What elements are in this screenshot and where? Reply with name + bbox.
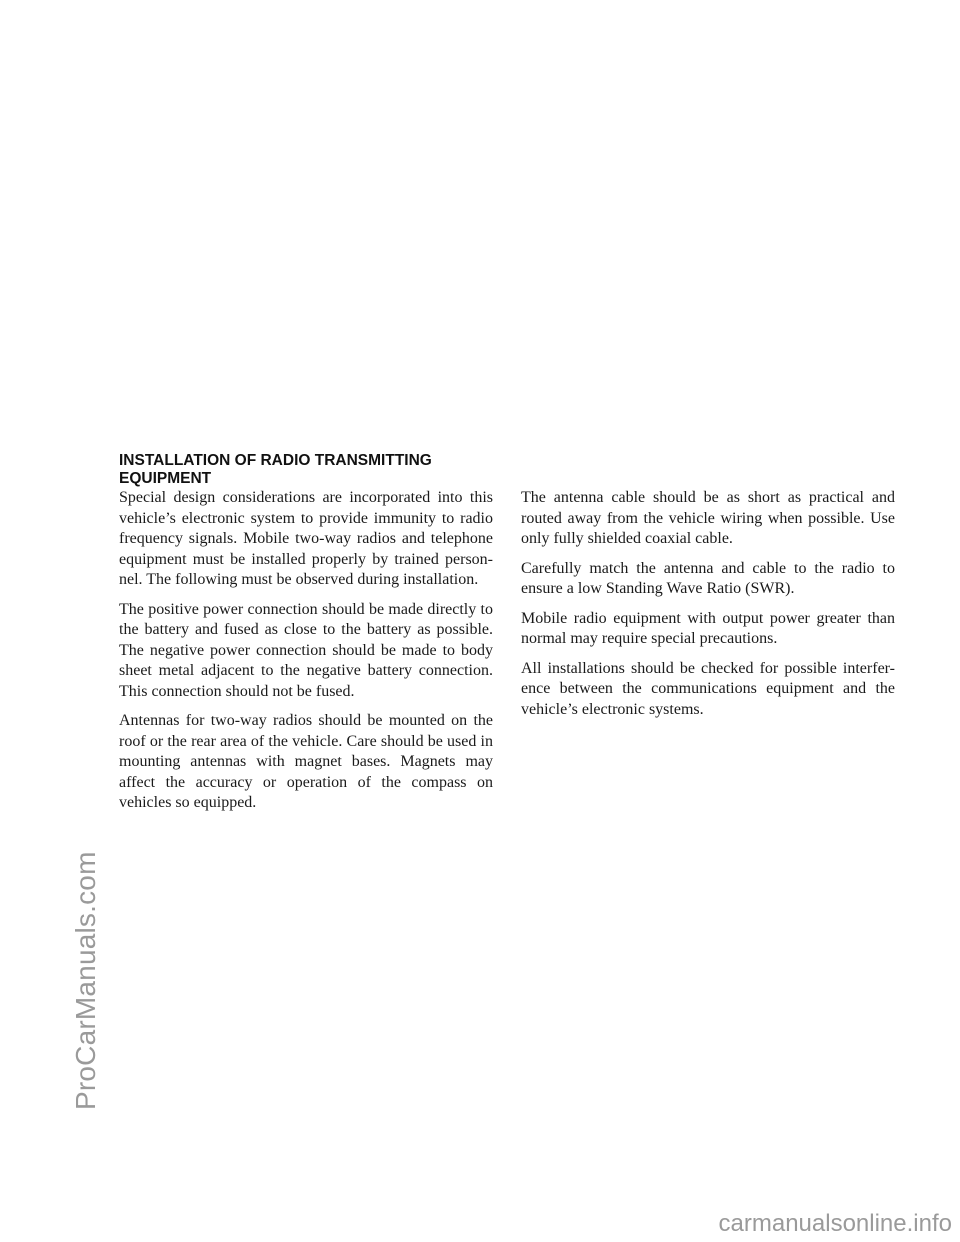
section-heading: [119, 452, 499, 488]
paragraph-antenna-cable: The antenna cable should be as short as practical and routed away from the vehicle wiring when possible. Use only fully shielded coaxial cable.: [521, 489, 895, 547]
footer-watermark: [0, 1210, 960, 1238]
left-column: [119, 488, 493, 823]
paragraph-interference-check: All installations should be checked for possible interfer-ence between the communications equipment and the vehicle’s electronic systems.: [521, 659, 895, 718]
section-heading-line2: EQUIPMENT: [119, 470, 212, 487]
paragraph-output-power: Mobile radio equipment with output power greater than normal may require special precautions.: [521, 609, 895, 647]
paragraph-swr: Carefully match the antenna and cable to the radio to ensure a low Standing Wave Ratio (SWR).: [521, 559, 895, 597]
right-column: [521, 488, 895, 729]
side-watermark: ProCarManuals.com: [70, 851, 101, 1110]
section-heading-line1: INSTALLATION OF RADIO TRANSMITTING: [119, 452, 432, 469]
footer-watermark-text: carmanualsonline.info: [718, 1210, 952, 1237]
paragraph-antenna-mounting: Antennas for two-way radios should be mounted on the roof or the rear area of the vehicle. Care should be used in mounting antennas with magnet bases. Magnets may affect the accuracy or operation of the compass on vehicles so equipped.: [119, 712, 493, 811]
paragraph-immunity: Special design considerations are incorporated into this vehicle’s electronic system to provide immunity to radio frequency signals. Mobile two-way radios and telephone equipment must be installed properly by trained person-nel. The following must be observed during installation.: [119, 489, 493, 588]
paragraph-power-connection: The positive power connection should be made directly to the battery and fused as close to the battery as possible. The negative power connection should be made to body sheet metal adjacent to the negative battery connection. This connection should not be fused.: [119, 600, 493, 700]
